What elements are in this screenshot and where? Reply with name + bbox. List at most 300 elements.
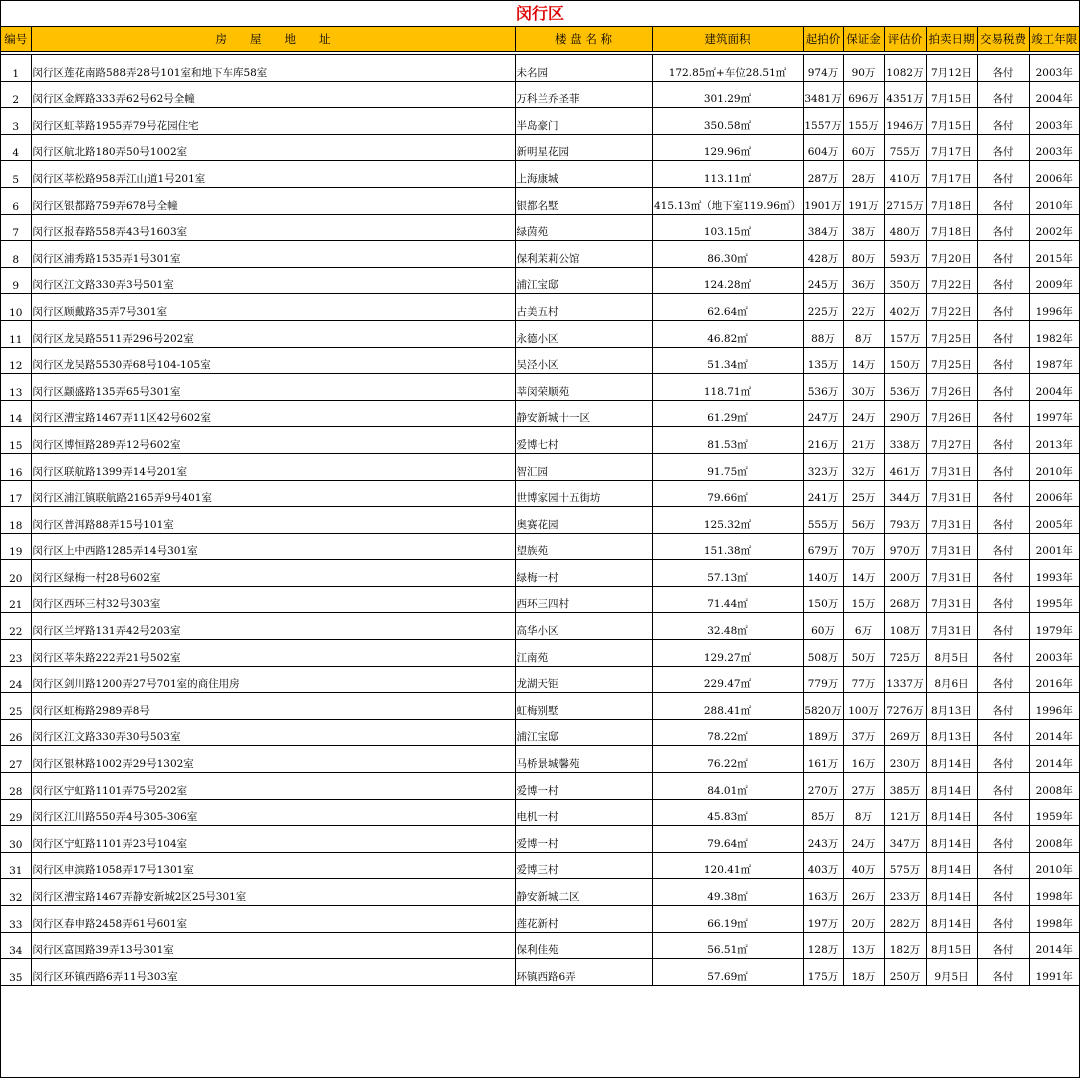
cell-completion-year: 1982年 [1029,320,1079,347]
cell-address: 闵行区江文路330弄30号503室 [31,719,515,746]
cell-valuation: 593万 [884,241,926,268]
table-row [1,906,1079,933]
cell-id: 18 [1,507,31,534]
table-row [1,427,1079,454]
cell-estate: 马桥景城馨苑 [515,746,652,773]
cell-area: 57.13㎡ [652,560,803,587]
cell-id: 7 [1,214,31,241]
cell-address: 闵行区顾戴路35弄7号301室 [31,294,515,321]
cell-address: 闵行区报春路558弄43号1603室 [31,214,515,241]
cell-tax: 各付 [977,879,1029,906]
cell-valuation: 755万 [884,134,926,161]
cell-start-price: 88万 [803,320,843,347]
cell-tax: 各付 [977,507,1029,534]
cell-id: 32 [1,879,31,906]
cell-address: 闵行区莘松路958弄江山道1号201室 [31,161,515,188]
cell-auction-date: 8月14日 [926,799,977,826]
cell-estate: 未名园 [515,55,652,82]
cell-deposit: 40万 [843,852,884,879]
table-body [1,55,1079,986]
cell-tax: 各付 [977,932,1029,959]
cell-estate: 爱博七村 [515,427,652,454]
cell-completion-year: 2003年 [1029,134,1079,161]
cell-id: 30 [1,826,31,853]
cell-valuation: 793万 [884,507,926,534]
cell-deposit: 14万 [843,347,884,374]
cell-auction-date: 8月14日 [926,826,977,853]
header-estate: 楼 盘 名 称 [515,27,652,52]
cell-start-price: 1901万 [803,187,843,214]
cell-estate: 爱博三村 [515,852,652,879]
cell-area: 61.29㎡ [652,400,803,427]
cell-start-price: 135万 [803,347,843,374]
cell-estate: 绿茵苑 [515,214,652,241]
cell-valuation: 230万 [884,746,926,773]
cell-auction-date: 8月6日 [926,666,977,693]
cell-completion-year: 1997年 [1029,400,1079,427]
header-start-price: 起拍价 [803,27,843,52]
cell-area: 46.82㎡ [652,320,803,347]
cell-deposit: 26万 [843,879,884,906]
cell-valuation: 4351万 [884,81,926,108]
cell-id: 25 [1,693,31,720]
table-row [1,108,1079,135]
cell-tax: 各付 [977,640,1029,667]
table-row [1,134,1079,161]
cell-tax: 各付 [977,799,1029,826]
cell-area: 71.44㎡ [652,586,803,613]
cell-auction-date: 7月26日 [926,400,977,427]
cell-valuation: 150万 [884,347,926,374]
cell-id: 35 [1,959,31,986]
cell-address: 闵行区银林路1002弄29号1302室 [31,746,515,773]
table-row [1,453,1079,480]
cell-estate: 保利佳苑 [515,932,652,959]
cell-start-price: 536万 [803,374,843,401]
header-tax: 交易税费 [977,27,1029,52]
cell-estate: 世博家园十五街坊 [515,480,652,507]
cell-start-price: 140万 [803,560,843,587]
cell-valuation: 536万 [884,374,926,401]
cell-valuation: 1337万 [884,666,926,693]
cell-address: 闵行区浦秀路1535弄1号301室 [31,241,515,268]
table-row [1,666,1079,693]
cell-auction-date: 7月17日 [926,161,977,188]
cell-area: 103.15㎡ [652,214,803,241]
cell-id: 5 [1,161,31,188]
cell-address: 闵行区宁虹路1101弄23号104室 [31,826,515,853]
cell-auction-date: 7月22日 [926,267,977,294]
cell-estate: 望族苑 [515,533,652,560]
cell-tax: 各付 [977,161,1029,188]
cell-deposit: 155万 [843,108,884,135]
cell-start-price: 189万 [803,719,843,746]
cell-tax: 各付 [977,480,1029,507]
table-row [1,799,1079,826]
cell-tax: 各付 [977,55,1029,82]
cell-tax: 各付 [977,453,1029,480]
header-area: 建筑面积 [652,27,803,52]
cell-start-price: 128万 [803,932,843,959]
cell-auction-date: 7月31日 [926,560,977,587]
cell-estate: 新明星花园 [515,134,652,161]
cell-auction-date: 8月15日 [926,932,977,959]
cell-start-price: 3481万 [803,81,843,108]
cell-valuation: 410万 [884,161,926,188]
cell-completion-year: 2014年 [1029,719,1079,746]
table-row [1,187,1079,214]
cell-start-price: 323万 [803,453,843,480]
cell-valuation: 268万 [884,586,926,613]
cell-estate: 浦江宝邸 [515,267,652,294]
cell-tax: 各付 [977,693,1029,720]
cell-deposit: 20万 [843,906,884,933]
cell-id: 19 [1,533,31,560]
cell-id: 16 [1,453,31,480]
cell-tax: 各付 [977,586,1029,613]
cell-address: 闵行区江川路550弄4号305-306室 [31,799,515,826]
cell-area: 113.11㎡ [652,161,803,188]
cell-completion-year: 1998年 [1029,906,1079,933]
cell-completion-year: 1987年 [1029,347,1079,374]
cell-address: 闵行区浦江镇联航路2165弄9号401室 [31,480,515,507]
cell-address: 闵行区金辉路333弄62号62号全幢 [31,81,515,108]
cell-auction-date: 7月18日 [926,187,977,214]
cell-id: 15 [1,427,31,454]
cell-valuation: 182万 [884,932,926,959]
cell-valuation: 108万 [884,613,926,640]
cell-address: 闵行区剑川路1200弄27号701室的商住用房 [31,666,515,693]
table-row [1,746,1079,773]
table-row [1,533,1079,560]
cell-area: 32.48㎡ [652,613,803,640]
cell-completion-year: 2006年 [1029,161,1079,188]
cell-estate: 保利茉莉公馆 [515,241,652,268]
cell-deposit: 27万 [843,773,884,800]
cell-completion-year: 2015年 [1029,241,1079,268]
cell-address: 闵行区虹梅路2989弄8号 [31,693,515,720]
cell-estate: 西环三四村 [515,586,652,613]
cell-deposit: 15万 [843,586,884,613]
cell-estate: 龙湖天钜 [515,666,652,693]
table-row [1,81,1079,108]
cell-start-price: 150万 [803,586,843,613]
cell-tax: 各付 [977,852,1029,879]
sheet-title: 闵行区 [1,1,1079,27]
cell-completion-year: 2013年 [1029,427,1079,454]
cell-start-price: 779万 [803,666,843,693]
cell-auction-date: 7月31日 [926,533,977,560]
cell-deposit: 80万 [843,241,884,268]
cell-area: 84.01㎡ [652,773,803,800]
cell-start-price: 245万 [803,267,843,294]
cell-auction-date: 7月25日 [926,347,977,374]
table-row [1,400,1079,427]
cell-valuation: 480万 [884,214,926,241]
cell-area: 124.28㎡ [652,267,803,294]
cell-tax: 各付 [977,719,1029,746]
cell-auction-date: 9月5日 [926,959,977,986]
cell-deposit: 8万 [843,320,884,347]
table-row [1,640,1079,667]
cell-estate: 吴泾小区 [515,347,652,374]
cell-deposit: 25万 [843,480,884,507]
cell-completion-year: 2002年 [1029,214,1079,241]
cell-id: 26 [1,719,31,746]
header-auction-date: 拍卖日期 [926,27,977,52]
cell-address: 闵行区博恒路289弄12号602室 [31,427,515,454]
cell-valuation: 1082万 [884,55,926,82]
table-row [1,959,1079,986]
cell-tax: 各付 [977,400,1029,427]
cell-completion-year: 2008年 [1029,773,1079,800]
cell-auction-date: 7月12日 [926,55,977,82]
cell-start-price: 5820万 [803,693,843,720]
cell-estate: 环镇西路6弄 [515,959,652,986]
cell-estate: 爱博一村 [515,826,652,853]
cell-completion-year: 2008年 [1029,826,1079,853]
cell-area: 45.83㎡ [652,799,803,826]
cell-auction-date: 7月26日 [926,374,977,401]
table-row [1,507,1079,534]
cell-address: 闵行区上中西路1285弄14号301室 [31,533,515,560]
cell-auction-date: 8月14日 [926,879,977,906]
cell-auction-date: 7月17日 [926,134,977,161]
cell-deposit: 6万 [843,613,884,640]
cell-auction-date: 8月13日 [926,719,977,746]
header-address: 房 屋 地 址 [31,27,515,52]
cell-estate: 静安新城十一区 [515,400,652,427]
cell-estate: 爱博一村 [515,773,652,800]
cell-estate: 高华小区 [515,613,652,640]
cell-deposit: 696万 [843,81,884,108]
cell-valuation: 290万 [884,400,926,427]
cell-start-price: 175万 [803,959,843,986]
cell-estate: 电机一村 [515,799,652,826]
cell-completion-year: 1995年 [1029,586,1079,613]
cell-address: 闵行区莘朱路222弄21号502室 [31,640,515,667]
cell-id: 3 [1,108,31,135]
cell-id: 12 [1,347,31,374]
cell-tax: 各付 [977,613,1029,640]
cell-id: 6 [1,187,31,214]
cell-completion-year: 1993年 [1029,560,1079,587]
cell-deposit: 16万 [843,746,884,773]
cell-start-price: 270万 [803,773,843,800]
cell-area: 151.38㎡ [652,533,803,560]
cell-area: 229.47㎡ [652,666,803,693]
cell-start-price: 555万 [803,507,843,534]
cell-area: 91.75㎡ [652,453,803,480]
cell-tax: 各付 [977,187,1029,214]
cell-estate: 上海康城 [515,161,652,188]
cell-deposit: 32万 [843,453,884,480]
cell-completion-year: 2014年 [1029,932,1079,959]
table-row [1,586,1079,613]
cell-deposit: 18万 [843,959,884,986]
cell-area: 415.13㎡（地下室119.96㎡） [652,187,803,214]
cell-address: 闵行区江文路330弄3号501室 [31,267,515,294]
cell-auction-date: 7月31日 [926,480,977,507]
cell-area: 301.29㎡ [652,81,803,108]
cell-estate: 静安新城二区 [515,879,652,906]
cell-valuation: 725万 [884,640,926,667]
cell-auction-date: 7月31日 [926,453,977,480]
cell-deposit: 24万 [843,400,884,427]
cell-auction-date: 8月14日 [926,773,977,800]
cell-valuation: 250万 [884,959,926,986]
cell-deposit: 37万 [843,719,884,746]
cell-area: 79.64㎡ [652,826,803,853]
cell-completion-year: 1996年 [1029,693,1079,720]
cell-start-price: 247万 [803,400,843,427]
cell-completion-year: 2003年 [1029,55,1079,82]
cell-estate: 虹梅别墅 [515,693,652,720]
cell-completion-year: 2003年 [1029,108,1079,135]
cell-area: 79.66㎡ [652,480,803,507]
cell-estate: 江南苑 [515,640,652,667]
cell-start-price: 287万 [803,161,843,188]
cell-area: 129.27㎡ [652,640,803,667]
cell-completion-year: 2001年 [1029,533,1079,560]
table-row [1,773,1079,800]
cell-auction-date: 7月27日 [926,427,977,454]
cell-tax: 各付 [977,959,1029,986]
table-row [1,613,1079,640]
table-row [1,374,1079,401]
cell-area: 56.51㎡ [652,932,803,959]
cell-id: 31 [1,852,31,879]
cell-start-price: 85万 [803,799,843,826]
cell-valuation: 2715万 [884,187,926,214]
cell-start-price: 974万 [803,55,843,82]
cell-deposit: 28万 [843,161,884,188]
header-completion-year: 竣工年限 [1029,27,1079,52]
cell-tax: 各付 [977,241,1029,268]
table-row [1,719,1079,746]
table-row [1,214,1079,241]
table-row [1,241,1079,268]
cell-area: 66.19㎡ [652,906,803,933]
cell-id: 8 [1,241,31,268]
cell-auction-date: 8月14日 [926,852,977,879]
cell-estate: 奥赛花园 [515,507,652,534]
cell-valuation: 200万 [884,560,926,587]
cell-auction-date: 7月15日 [926,108,977,135]
cell-area: 172.85㎡+车位28.51㎡ [652,55,803,82]
cell-valuation: 269万 [884,719,926,746]
cell-completion-year: 1979年 [1029,613,1079,640]
cell-deposit: 24万 [843,826,884,853]
table-row [1,480,1079,507]
cell-address: 闵行区虹莘路1955弄79号花园住宅 [31,108,515,135]
cell-id: 17 [1,480,31,507]
cell-tax: 各付 [977,906,1029,933]
cell-id: 13 [1,374,31,401]
cell-estate: 浦江宝邸 [515,719,652,746]
cell-completion-year: 1959年 [1029,799,1079,826]
cell-area: 120.41㎡ [652,852,803,879]
cell-auction-date: 8月13日 [926,693,977,720]
cell-deposit: 60万 [843,134,884,161]
cell-id: 11 [1,320,31,347]
cell-start-price: 1557万 [803,108,843,135]
cell-id: 22 [1,613,31,640]
cell-deposit: 77万 [843,666,884,693]
table-row [1,560,1079,587]
cell-area: 51.34㎡ [652,347,803,374]
cell-auction-date: 8月14日 [926,906,977,933]
cell-area: 125.32㎡ [652,507,803,534]
cell-id: 33 [1,906,31,933]
cell-auction-date: 7月31日 [926,586,977,613]
cell-valuation: 282万 [884,906,926,933]
cell-auction-date: 8月5日 [926,640,977,667]
cell-start-price: 197万 [803,906,843,933]
cell-completion-year: 2016年 [1029,666,1079,693]
cell-deposit: 36万 [843,267,884,294]
cell-deposit: 21万 [843,427,884,454]
cell-area: 288.41㎡ [652,693,803,720]
cell-auction-date: 7月31日 [926,507,977,534]
cell-address: 闵行区普洱路88弄15号101室 [31,507,515,534]
cell-tax: 各付 [977,108,1029,135]
cell-estate: 莘闵荣顺苑 [515,374,652,401]
cell-area: 57.69㎡ [652,959,803,986]
cell-valuation: 233万 [884,879,926,906]
table-row [1,267,1079,294]
cell-deposit: 38万 [843,214,884,241]
cell-tax: 各付 [977,666,1029,693]
cell-id: 28 [1,773,31,800]
table-row [1,294,1079,321]
cell-start-price: 428万 [803,241,843,268]
header-deposit: 保证金 [843,27,884,52]
cell-tax: 各付 [977,347,1029,374]
cell-valuation: 402万 [884,294,926,321]
table-row [1,347,1079,374]
cell-address: 闵行区申滨路1058弄17号1301室 [31,852,515,879]
cell-auction-date: 8月14日 [926,746,977,773]
cell-tax: 各付 [977,267,1029,294]
cell-tax: 各付 [977,826,1029,853]
cell-start-price: 161万 [803,746,843,773]
cell-deposit: 8万 [843,799,884,826]
cell-area: 76.22㎡ [652,746,803,773]
table-row [1,826,1079,853]
cell-auction-date: 7月22日 [926,294,977,321]
cell-address: 闵行区西环三村32号303室 [31,586,515,613]
cell-start-price: 243万 [803,826,843,853]
cell-id: 20 [1,560,31,587]
cell-area: 350.58㎡ [652,108,803,135]
cell-valuation: 385万 [884,773,926,800]
cell-auction-date: 7月25日 [926,320,977,347]
cell-deposit: 70万 [843,533,884,560]
cell-deposit: 13万 [843,932,884,959]
cell-auction-date: 7月20日 [926,241,977,268]
table-row [1,161,1079,188]
cell-id: 29 [1,799,31,826]
cell-address: 闵行区莲花南路588弄28号101室和地下车库58室 [31,55,515,82]
cell-valuation: 461万 [884,453,926,480]
cell-address: 闵行区兰坪路131弄42号203室 [31,613,515,640]
cell-start-price: 60万 [803,613,843,640]
cell-deposit: 22万 [843,294,884,321]
cell-auction-date: 7月15日 [926,81,977,108]
header-id: 编号 [1,27,31,52]
cell-tax: 各付 [977,374,1029,401]
